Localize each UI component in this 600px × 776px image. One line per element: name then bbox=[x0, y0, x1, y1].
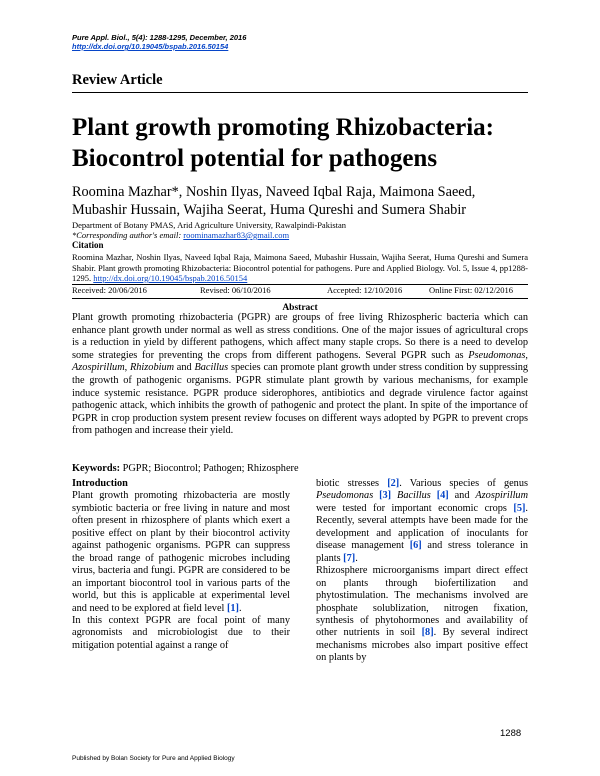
article-type: Review Article bbox=[72, 72, 163, 88]
reference-link[interactable]: [4] bbox=[436, 490, 449, 502]
authors bbox=[72, 183, 528, 219]
paragraph-text: . By several indirect mechanisms microbes also impart positive effect on plants by bbox=[316, 627, 528, 664]
paragraph-text: . bbox=[355, 552, 358, 564]
citation-body: Roomina Mazhar, Noshin Ilyas, Naveed Iqbal Raja, Maimona Saeed, Mubashir Hussain, Wajiha Seerat, Huma Qureshi and Sumera Shabir. Plant growth promoting Rhizobacteria: Biocontrol potential for pathogens. Pure and Applied Biology. Vol. 5, Issue 4, pp1288-1295. bbox=[72, 252, 528, 283]
genus-name: Azospirillum bbox=[72, 362, 125, 374]
abstract-text: species can promote plant growth under stress condition by suppressing the growth of pathogenic organisms. PGPR stimulate plant growth by various mechanisms, for example induce systemic resistance. PGPR produce siderophores, antibiotics and degrade virulence factor against pathogenic attack, which inhibits the growth of pathogenic and protect the plant. In spite of the importance of PGPR in crop production system present review focuses on different ways adopted by PGPR to prevent crops from pathogen and increase their yield. bbox=[72, 362, 529, 437]
column-left bbox=[72, 478, 290, 652]
genus-name: Pseudomonas bbox=[468, 349, 526, 361]
paragraph: In this context PGPR are focal point of many agronomists and microbiologist due to their mitigation potential against a range of bbox=[72, 614, 290, 651]
reference-link[interactable]: [5] bbox=[513, 502, 526, 514]
section-heading: Introduction bbox=[72, 478, 128, 489]
divider bbox=[72, 92, 528, 93]
citation-doi-link[interactable]: http://dx.doi.org/10.19045/bspab.2016.50154 bbox=[93, 273, 248, 283]
paragraph-text: were tested for important economic crops bbox=[316, 502, 514, 514]
genus-name: Bacillus bbox=[397, 490, 431, 502]
journal-header bbox=[72, 33, 246, 51]
reference-link[interactable]: [1] bbox=[226, 602, 239, 614]
title-line: Biocontrol potential for pathogens bbox=[72, 145, 438, 172]
corresponding-author bbox=[72, 230, 289, 240]
paragraph bbox=[72, 490, 290, 615]
citation-text bbox=[72, 252, 528, 284]
paragraph-text: and stress tolerance in plants bbox=[316, 540, 528, 564]
keywords-text: PGPR; Biocontrol; Pathogen; Rhizosphere bbox=[120, 463, 299, 474]
affiliation: Department of Botany PMAS, Arid Agriculture University, Rawalpindi-Pakistan bbox=[72, 220, 347, 230]
abstract-body bbox=[72, 312, 528, 438]
date-online: Online First: 02/12/2016 bbox=[429, 285, 514, 295]
paragraph-text: Rhizosphere microorganisms impart direct effect on plants through biofertilization and phytostimulation. The mechanisms involved are phosphate solublization, nitrogen fixation, synthesis of phytohormones and availability of other nutrients in soil bbox=[316, 565, 528, 639]
column-right bbox=[316, 478, 528, 665]
paragraph-text: Plant growth promoting rhizobacteria are mostly symbiotic bacteria or free living in nature and most often present in rhizosphere of plants which exert a positive effect on plant by their biocontrol activity against pathogenic organisms. PGPR can suppress the broad range of pathogenic microbes including virus, bacteria and fungi. PGPR are considered to be an important biocontrol tool in various parts of the world, but this is applicable at experimental level and need to be explored at field level bbox=[72, 490, 290, 614]
paragraph-text: and bbox=[448, 490, 476, 502]
abstract-heading: Abstract bbox=[282, 303, 318, 313]
paragraph-text: biotic stresses bbox=[316, 478, 388, 489]
publisher-footer: Published by Bolan Society for Pure and Applied Biology bbox=[72, 755, 235, 762]
abstract-text: , bbox=[525, 349, 528, 361]
page-number: 1288 bbox=[500, 728, 522, 739]
date-received: Received: 20/06/2016 bbox=[72, 285, 147, 295]
keywords bbox=[72, 463, 528, 475]
genus-name: Pseudomonas bbox=[316, 490, 374, 502]
abstract-text: Plant growth promoting rhizobacteria (PGPR) are groups of free living Rhizospheric bacteria which can enhance plant growth under normal as well as stress conditions. One of the major issues of agricultural crops is a reduction in yield by different pathogens, which affect many staple crops. So there is a need to develop some strategies for preventing the crops from different pathogens. Several PGPR such as bbox=[72, 312, 528, 361]
paragraph-text: . bbox=[238, 602, 242, 614]
genus-name: Azospirillum bbox=[475, 490, 529, 502]
journal-doi-link[interactable]: http://dx.doi.org/10.19045/bspab.2016.50154 bbox=[72, 42, 229, 51]
paragraph-text: . Recently, several attempts have been made for the development and application of inoculants for disease management bbox=[316, 502, 528, 552]
corresponding-label: *Corresponding author's email: bbox=[72, 230, 182, 240]
reference-link[interactable]: [2] bbox=[387, 478, 400, 489]
paragraph bbox=[316, 565, 528, 665]
abstract-text: and bbox=[174, 362, 195, 374]
authors-line: Mubashir Hussain, Wajiha Seerat, Huma Qureshi and Sumera Shabir bbox=[72, 202, 467, 218]
article-title bbox=[72, 112, 528, 174]
email-link[interactable]: roominamazhar83@gmail.com bbox=[183, 230, 290, 240]
reference-link[interactable]: [3] bbox=[379, 490, 392, 502]
genus-name: Bacillus bbox=[194, 362, 229, 374]
date-accepted: Accepted: 12/10/2016 bbox=[327, 285, 403, 295]
abstract-text: , bbox=[124, 362, 130, 374]
paragraph bbox=[316, 478, 528, 565]
paragraph-text: . Various species of genus bbox=[399, 478, 528, 489]
reference-link[interactable]: [8] bbox=[421, 627, 434, 639]
authors-line: Roomina Mazhar*, Noshin Ilyas, Naveed Iqbal Raja, Maimona Saeed, bbox=[72, 184, 476, 200]
reference-link[interactable]: [7] bbox=[343, 552, 356, 564]
reference-link[interactable]: [6] bbox=[409, 540, 422, 552]
journal-citation: Pure Appl. Biol., 5(4): 1288-1295, December, 2016 bbox=[72, 33, 247, 42]
citation-heading: Citation bbox=[72, 240, 104, 250]
keywords-label: Keywords: bbox=[72, 463, 121, 474]
divider bbox=[72, 298, 528, 299]
date-revised: Revised: 06/10/2016 bbox=[200, 285, 271, 295]
genus-name: Rhizobium bbox=[129, 362, 175, 374]
title-line: Plant growth promoting Rhizobacteria: bbox=[72, 114, 494, 141]
